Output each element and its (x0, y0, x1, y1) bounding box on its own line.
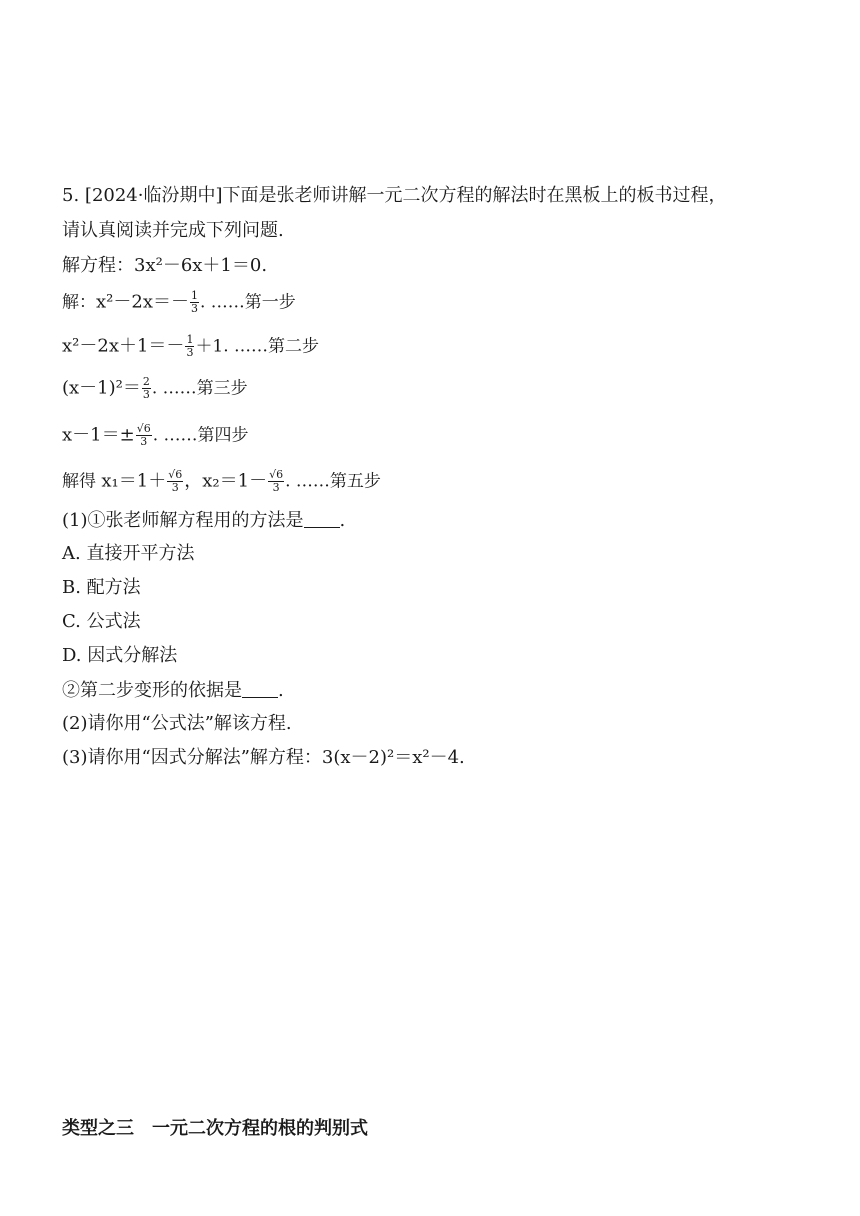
step2-fraction: $\frac{1}{3}$ (186, 333, 194, 359)
solution-step-1 (62, 290, 296, 315)
problem-intro-text: 下面是张老师讲解一元二次方程的解法时在黑板上的板书过程， (222, 185, 727, 206)
option-c: C. 公式法 (62, 611, 141, 632)
question-1 (62, 509, 345, 532)
step5-fraction-2: $\frac{√6}{3}$ (269, 468, 284, 494)
option-b: B. 配方法 (62, 577, 141, 598)
option-a: A. 直接开平方法 (62, 543, 195, 564)
equation-line (62, 255, 267, 277)
problem-source: [2024·临汾期中] (84, 185, 223, 206)
question-1b (62, 679, 284, 702)
step3-lhs: (x－1)²＝ (62, 377, 141, 399)
question-1b-text: ②第二步变形的依据是 (62, 680, 242, 701)
question-1-end: . (339, 510, 346, 531)
problem-intro-line-1 (62, 185, 727, 207)
answer-blank-2[interactable] (242, 679, 278, 698)
section-heading: 类型之三 一元二次方程的根的判别式 (62, 1118, 368, 1139)
step2-rest: ＋1. ……第二步 (195, 336, 320, 357)
step3-fraction: $\frac{2}{3}$ (142, 375, 150, 401)
problem-number: 5. (62, 185, 80, 206)
step5-tag: . ……第五步 (285, 471, 381, 492)
step1-lhs: x²－2x＝－ (96, 291, 189, 313)
step5-separator: ， (184, 470, 203, 492)
step1-tag: . ……第一步 (199, 292, 296, 313)
question-3: (3)请你用“因式分解法”解方程：3(x－2)²＝x²－4. (62, 747, 465, 768)
question-1-text: (1)①张老师解方程用的方法是 (62, 510, 304, 531)
solution-step-3 (62, 376, 248, 401)
solution-step-2 (62, 334, 319, 359)
step4-tag: . ……第四步 (152, 425, 249, 446)
question-1b-end: . (278, 680, 284, 701)
equation-label: 解方程： (62, 255, 134, 276)
step4-fraction: $\frac{√6}{3}$ (136, 422, 151, 448)
step5-fraction-1: $\frac{√6}{3}$ (168, 468, 183, 494)
problem-intro-line-2: 请认真阅读并完成下列问题. (62, 220, 284, 241)
solution-label: 解： (62, 292, 96, 313)
question-2: (2)请你用“公式法”解该方程. (62, 713, 292, 734)
step5-x2: x₂＝1－ (202, 470, 268, 492)
answer-blank-1[interactable] (304, 509, 340, 528)
solution-step-5 (62, 469, 381, 494)
step2-lhs: x²－2x＋1＝－ (62, 335, 185, 357)
step3-tag: . ……第三步 (151, 378, 248, 399)
step4-lhs: x－1＝± (62, 424, 135, 446)
solution-step-4 (62, 423, 249, 448)
step5-label: 解得 (62, 471, 102, 492)
step1-fraction: $\frac{1}{3}$ (190, 289, 198, 315)
equation: 3x²－6x＋1＝0. (134, 255, 268, 276)
option-d: D. 因式分解法 (62, 645, 178, 666)
step5-x1: x₁＝1＋ (101, 470, 167, 492)
